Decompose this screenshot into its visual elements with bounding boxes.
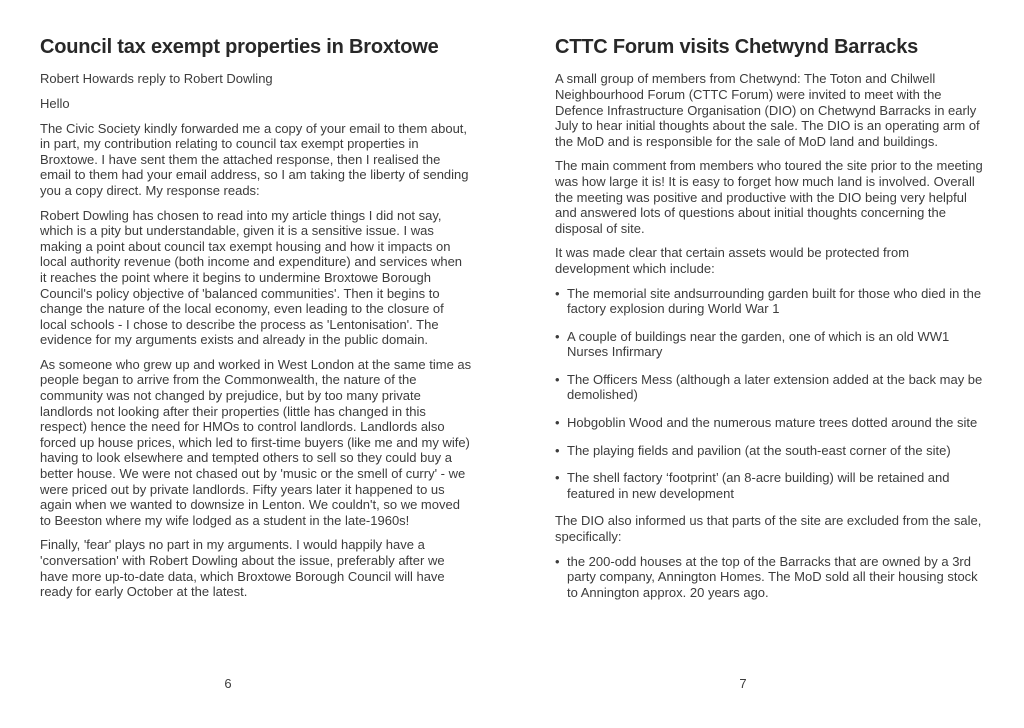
- bullet-icon: •: [555, 285, 560, 301]
- paragraph: The DIO also informed us that parts of the site are excluded from the sale, specifically:: [555, 513, 982, 545]
- bullet-icon: •: [555, 470, 560, 486]
- list-item-text: Hobgoblin Wood and the numerous mature trees dotted around the site: [567, 415, 978, 431]
- right-page: [555, 36, 987, 691]
- paragraph: Robert Howards reply to Robert Dowling: [40, 71, 273, 87]
- list-item-text: The shell factory ‘footprint’ (an 8-acre building) will be retained and featured in new development: [567, 470, 950, 501]
- bullet-icon: •: [555, 371, 560, 387]
- list-item: [555, 470, 987, 501]
- bullet-icon: •: [555, 415, 560, 431]
- paragraph: Hello: [40, 95, 70, 111]
- paragraph: Robert Dowling has chosen to read into my article things I did not say, which is a pity but understandable, given it is a sensitive issue. I was making a point about council tax exempt housing and how it impacts on local authority revenue (both income and expenditure) and services when it reaches the point where it begins to undermine Broxtowe Borough Council's policy objective of 'balanced communities'. Then it begins to change the nature of the local economy, even leading to the closure of local schools - I chose to describe the process as 'Lentonisation'. The evidence for my arguments exists and already in the public domain.: [40, 207, 463, 348]
- list-item-text: The memorial site andsurrounding garden built for those who died in the factory explosion during World War 1: [567, 285, 982, 317]
- left-page-body: [40, 71, 472, 599]
- paragraph: It was made clear that certain assets would be protected from development which include:: [555, 245, 910, 276]
- left-page-title: Council tax exempt properties in Broxtowe: [40, 36, 439, 58]
- list-item-text: A couple of buildings near the garden, one of which is an old WW1 Nurses Infirmary: [567, 328, 950, 360]
- left-page: [40, 36, 472, 691]
- paragraph: The main comment from members who toured the site prior to the meeting was how large it is! It is easy to forget how much land is involved. Overall the meeting was positive and productive with the DIO being very helpful and answered lots of questions about initial thoughts concerning the disposal of site.: [555, 158, 983, 236]
- paragraph: A small group of members from Chetwynd: The Toton and Chilwell Neighbourhood Forum (CTTC Forum) were invited to meet with the Defence Infrastructure Organisation (DIO) on Chetwynd Barracks in early July to hear initial thoughts about the sale. The DIO is an operating arm of the MoD and is responsible for the sale of MoD land and buildings.: [555, 71, 980, 149]
- list-item-text: The playing fields and pavilion (at the south-east corner of the site): [567, 442, 951, 458]
- list-item: [555, 443, 987, 459]
- left-page-number: 6: [224, 676, 232, 691]
- paragraph: Finally, 'fear' plays no part in my arguments. I would happily have a 'conversation' with Robert Dowling about the issue, preferably after we have more up-to-date data, which Broxtowe Borough Council will have ready for early October at the latest.: [40, 537, 445, 600]
- list-item: [555, 329, 987, 360]
- list-item: [555, 286, 987, 317]
- bullet-icon: •: [555, 553, 560, 569]
- list-item: [555, 415, 987, 431]
- right-page-body: [555, 71, 987, 600]
- bullet-icon: •: [555, 328, 560, 344]
- list-item: [555, 554, 987, 601]
- list-item-text: The Officers Mess (although a later extension added at the back may be demolished): [567, 371, 983, 403]
- paragraph: The Civic Society kindly forwarded me a copy of your email to them about, in part, my contribution relating to council tax exempt properties in Broxtowe. I have sent them the attached response, then I realised the email to them had your email address, so I am taking the liberty of sending you a copy direct. My response reads:: [40, 120, 469, 198]
- bullet-icon: •: [555, 442, 560, 458]
- list-item: [555, 372, 987, 403]
- paragraph: As someone who grew up and worked in West London at the same time as people began to arrive from the Commonwealth, the nature of the community was not changed by prejudice, but by too many private landlords not looking after their properties (little has changed in this respect) hence the need for HMOs to control landlords. Landlords also forced up house prices, which led to first-time buyers (like me and my wife) having to look elsewhere and tempted others to sell so they could buy a better house. We were not chased out by 'music or the smell of curry' - we were priced out by private landlords. Fifty years later it happened to us again when we wanted to downsize in Lenton. We couldn't, so we moved to Beeston where my wife lodged as a student in the late-1960s!: [40, 356, 472, 528]
- list-item-text: the 200-odd houses at the top of the Barracks that are owned by a 3rd party company, Annington Homes. The MoD sold all their housing stock to Annington approx. 20 years ago.: [567, 553, 978, 600]
- right-page-title: CTTC Forum visits Chetwynd Barracks: [555, 36, 919, 58]
- right-page-number: 7: [739, 676, 747, 691]
